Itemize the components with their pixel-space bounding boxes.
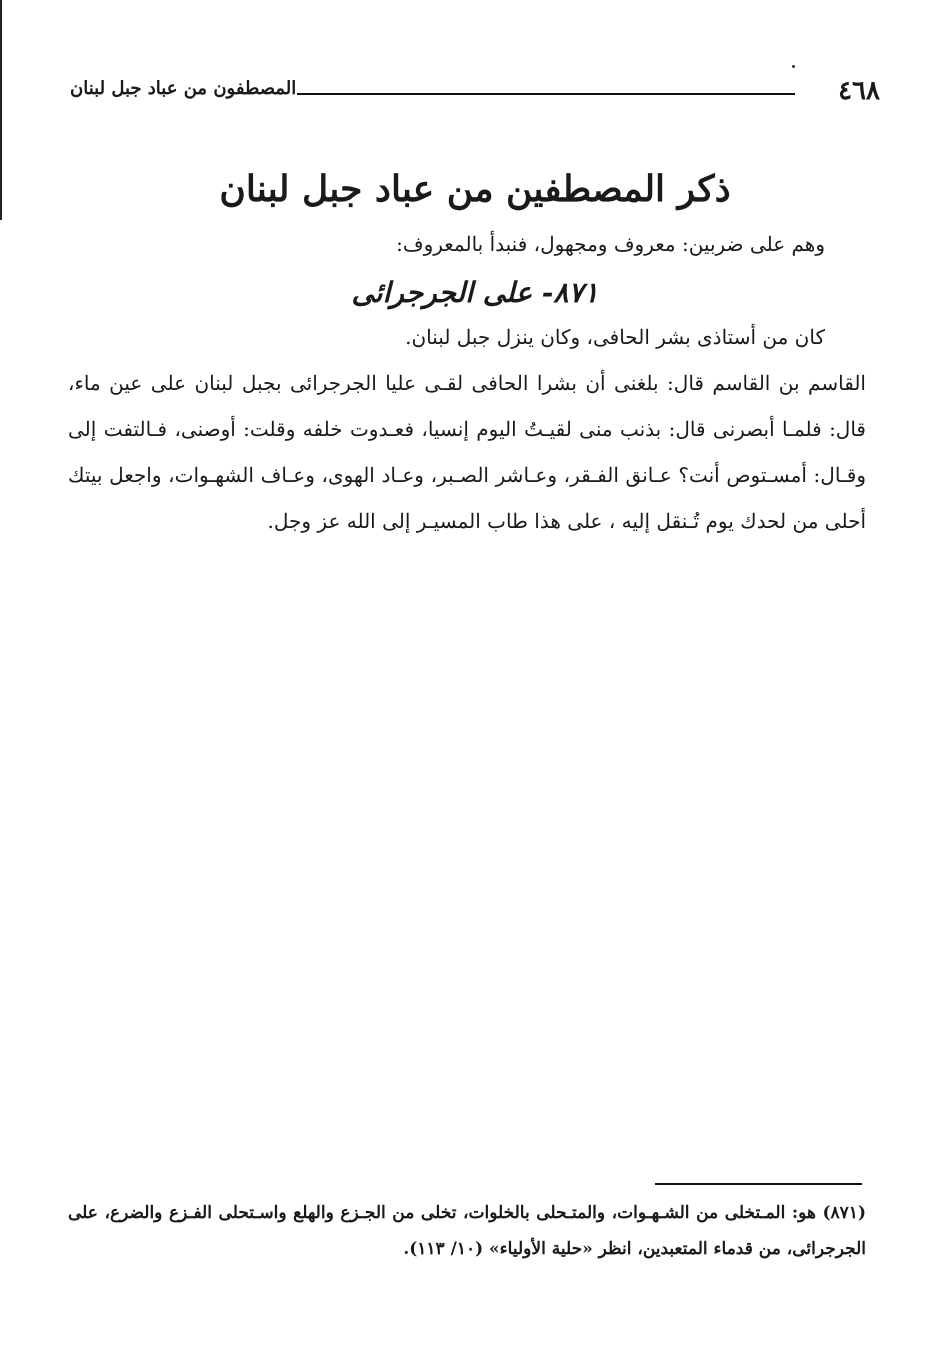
footnote-rule	[655, 1183, 862, 1185]
page-number: ٤٦٨	[838, 76, 880, 106]
entry-title: ٨٧١- على الجرجرائى	[351, 276, 599, 309]
page-edge-line	[0, 0, 2, 220]
header-dot	[792, 65, 795, 68]
page-header	[60, 70, 880, 110]
entry-paragraph: القاسم بن القاسم قال: بلغنى أن بشرا الحافى لقـى عليا الجرجرائى بجبل لبنان على عين ماء، قال: فلمـا أبصرنى قال: بذنب منى لقيـتُ اليوم إنسيا، فعـدوت خلفه وقلت: أوصنى، فـالتفت إلى وقـال: أمسـتوص أنت؟ عـانق الفـقر، وعـاشر الصـبر، وعـاد الهوى، وعـاف الشهـوات، واجعل بيتك أحلى من لحدك يوم تُـنقل إليه ، على هذا طاب المسيـر إلى الله عز وجل.	[68, 371, 866, 533]
header-rule	[297, 93, 795, 95]
chapter-intro: وهم على ضربين: معروف ومجهول، فنبدأ بالمعروف:	[396, 232, 825, 256]
entry-first-line: كان من أستاذى بشر الحافى، وكان ينزل جبل لبنان.	[405, 325, 825, 349]
chapter-title: ذكر المصطفين من عباد جبل لبنان	[219, 168, 731, 210]
footnote: (٨٧١) هو: المـتخلى من الشـهـوات، والمتـحلى بالخلوات، تخلى من الجـزع والهلع واسـتحلى الفـزع والضرع، على الجرجرائى، من قدماء المتعبدين، انظر «حلية الأولياء» (١٠/ ١١٣).	[68, 1203, 866, 1259]
running-title: المصطفون من عباد جبل لبنان	[70, 78, 297, 99]
